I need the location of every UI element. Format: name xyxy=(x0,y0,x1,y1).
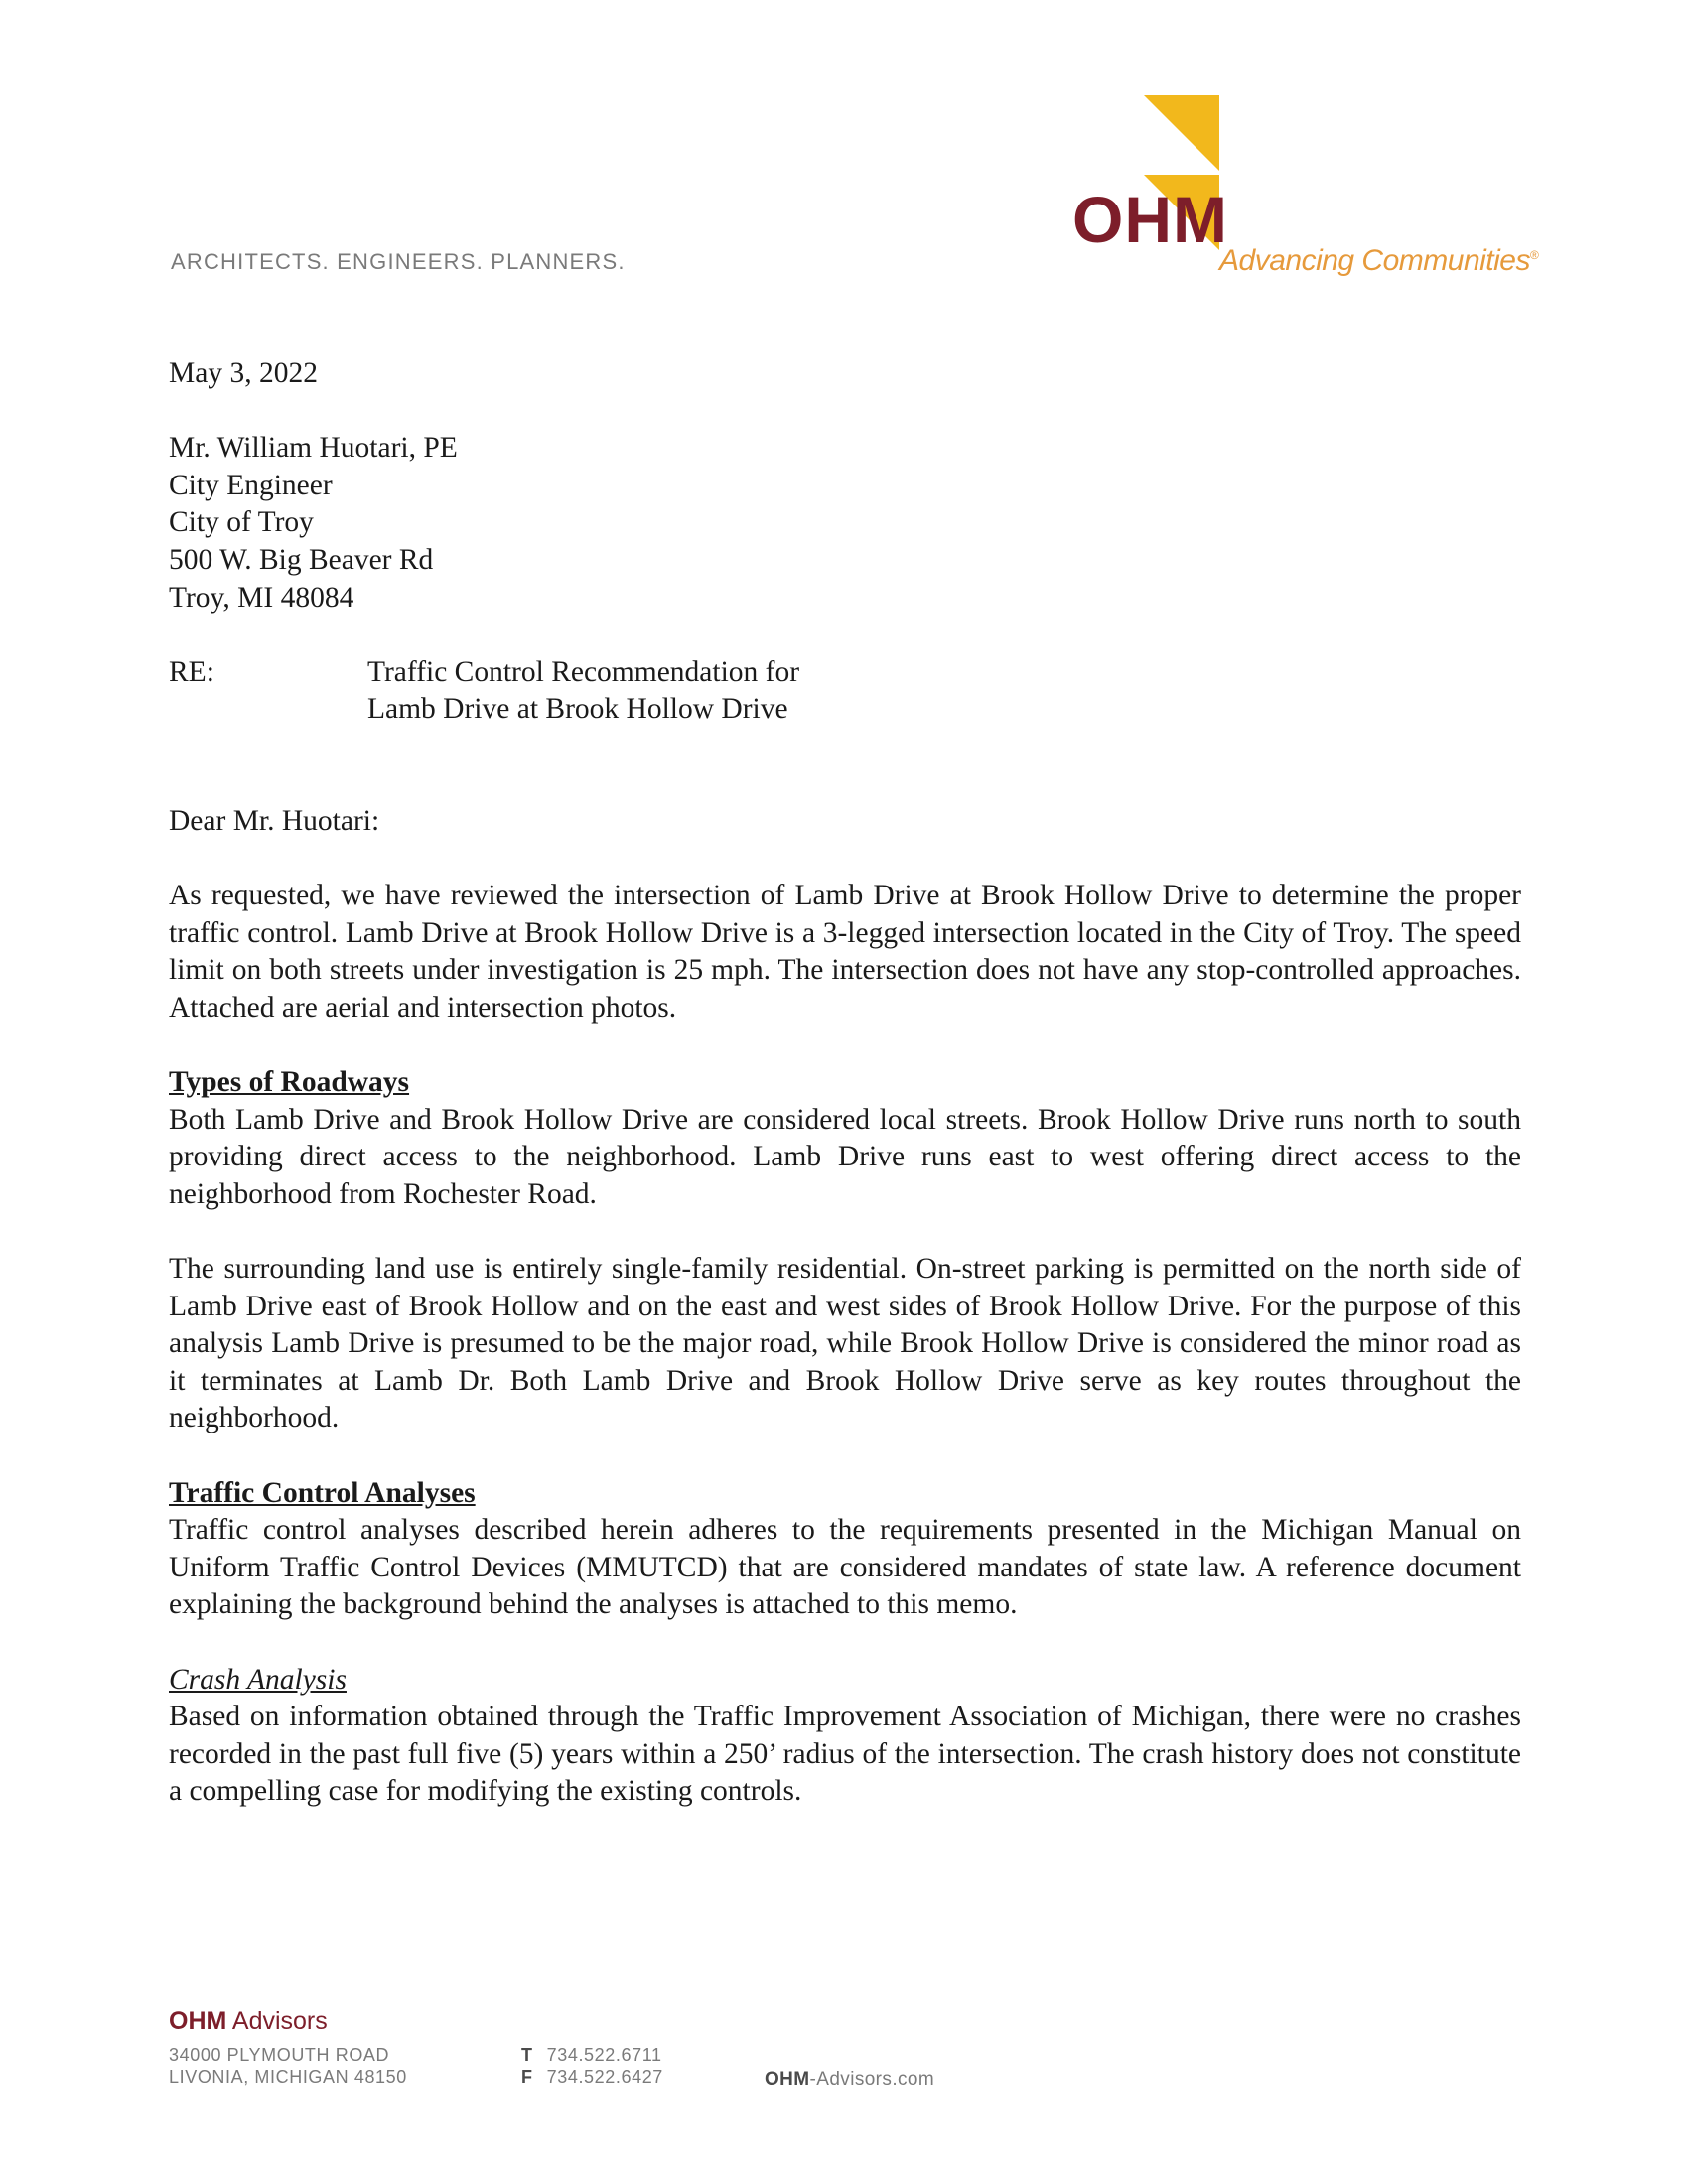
recipient-line: City Engineer xyxy=(169,469,333,501)
subheading-crash-analysis: Crash Analysis xyxy=(169,1663,347,1696)
re-line: Lamb Drive at Brook Hollow Drive xyxy=(367,693,788,726)
intro-paragraph: As requested, we have reviewed the intersection of Lamb Drive at Brook Hollow Drive to determine the proper traffic control. Lamb Drive at Brook Hollow Drive is a 3-legged intersection located in the City of Troy. The speed limit on both streets under investigation is 25 mph. The intersection does not have any stop-controlled approaches. Attached are aerial and intersection photos. xyxy=(169,880,1521,1024)
roadways-paragraph-2: The surrounding land use is entirely single-family residential. On-street parking is permitted on the north side of Lamb Drive east of Brook Hollow and on the east and west sides of Brook Hollow Drive. For the purpose of this analysis Lamb Drive is presumed to be the major road, while Brook Hollow Drive is considered the minor road as it terminates at Lamb Dr. Both Lamb Drive and Brook Hollow Drive serve as key routes throughout the neighborhood. xyxy=(169,1253,1521,1434)
salutation: Dear Mr. Huotari: xyxy=(169,804,380,837)
analyses-paragraph: Traffic control analyses described herein adheres to the requirements presented in the Michigan Manual on Uniform Traffic Control Devices (MMUTCD) that are considered mandates of state law. A reference document explaining the background behind the analyses is attached to this memo. xyxy=(169,1514,1521,1621)
logo-wordmark: OHM xyxy=(1072,183,1228,256)
logo-slogan: Advancing Communities® xyxy=(1219,244,1539,277)
ohm-logo xyxy=(1072,95,1539,284)
re-label: RE: xyxy=(169,655,214,688)
footer-firm-name: OHM Advisors xyxy=(169,2007,328,2035)
recipient-line: Mr. William Huotari, PE xyxy=(169,432,458,465)
page-footer xyxy=(169,2007,1360,2116)
footer-address-line: LIVONIA, MICHIGAN 48150 xyxy=(169,2067,407,2087)
roadways-paragraph-1: Both Lamb Drive and Brook Hollow Drive are considered local streets. Brook Hollow Drive runs north to south providing direct access to the neighborhood. Lamb Drive runs east to west offering direct access to the neighborhood from Rochester Road. xyxy=(169,1103,1521,1210)
re-subject xyxy=(367,654,799,729)
registered-mark: ® xyxy=(1529,248,1539,262)
footer-phone: T 734.522.6711 xyxy=(521,2045,662,2065)
re-line: Traffic Control Recommendation for xyxy=(367,655,800,688)
recipient-address xyxy=(169,430,1521,616)
recipient-line: City of Troy xyxy=(169,506,314,539)
crash-paragraph: Based on information obtained through the Traffic Improvement Association of Michigan, there were no crashes recorded in the past full five (5) years within a 250’ radius of the intersection. The crash history does not constitute a compelling case for modifying the existing controls. xyxy=(169,1701,1521,1808)
letterhead-tagline: ARCHITECTS. ENGINEERS. PLANNERS. xyxy=(171,249,626,274)
footer-website: OHM-Advisors.com xyxy=(765,2069,935,2090)
recipient-line: Troy, MI 48084 xyxy=(169,581,354,614)
footer-fax: F 734.522.6427 xyxy=(521,2067,663,2087)
letter-body xyxy=(169,355,1521,1811)
section-heading-analyses: Traffic Control Analyses xyxy=(169,1476,476,1509)
section-heading-roadways: Types of Roadways xyxy=(169,1066,410,1099)
re-block xyxy=(169,654,1521,729)
footer-address-line: 34000 PLYMOUTH ROAD xyxy=(169,2045,390,2065)
letter-date: May 3, 2022 xyxy=(169,357,318,389)
recipient-line: 500 W. Big Beaver Rd xyxy=(169,543,434,576)
